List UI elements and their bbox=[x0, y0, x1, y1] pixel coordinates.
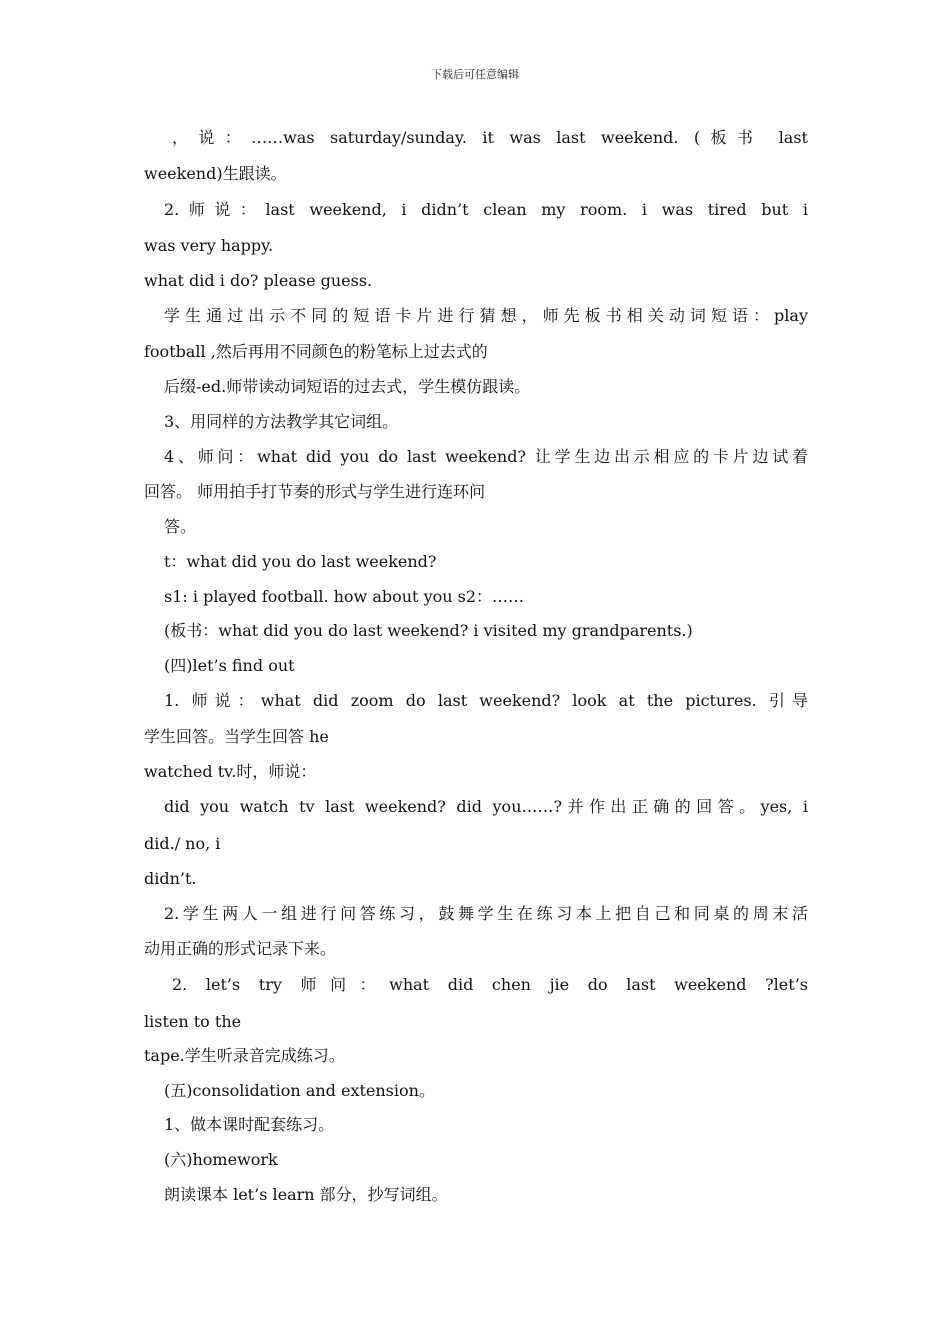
paragraph-line: 2.师说：last weekend, i didn’t clean my room. i was tired but i bbox=[164, 200, 808, 219]
paragraph-line: did you watch tv last weekend? did you……?并作出正确的回答。yes, i bbox=[164, 797, 808, 816]
page-header: 下载后可任意编辑 bbox=[431, 68, 519, 81]
paragraph-line: t：what did you do last weekend? bbox=[164, 552, 437, 571]
paragraph-line: tape.学生听录音完成练习。 bbox=[144, 1046, 345, 1065]
paragraph-line: (板书：what did you do last weekend? i visited my grandparents.) bbox=[164, 621, 693, 640]
paragraph-line: 1、做本课时配套练习。 bbox=[164, 1115, 335, 1134]
paragraph-line: (四)let’s find out bbox=[164, 656, 295, 675]
paragraph-line: s1: i played football. how about you s2：…… bbox=[164, 587, 525, 606]
paragraph-line: 动用正确的形式记录下来。 bbox=[144, 939, 337, 958]
paragraph-line: did./ no, i bbox=[144, 834, 221, 853]
paragraph-line: didn’t. bbox=[144, 869, 197, 888]
paragraph-line: 2. let’s try 师问：what did chen jie do last weekend ?let’s bbox=[172, 975, 808, 994]
paragraph-line: 回答。 师用拍手打节奏的形式与学生进行连环问 bbox=[144, 482, 486, 501]
paragraph-line: 学生通过出示不同的短语卡片进行猜想，师先板书相关动词短语：play bbox=[164, 306, 808, 325]
paragraph-line: ，说：……was saturday/sunday. it was last weekend. (板书 last bbox=[172, 128, 808, 147]
paragraph-line: football ,然后再用不同颜色的粉笔标上过去式的 bbox=[144, 342, 488, 361]
paragraph-line: what did i do? please guess. bbox=[144, 271, 373, 290]
paragraph-line: 4、师问：what did you do last weekend? 让学生边出示相应的卡片边试着 bbox=[164, 447, 808, 466]
paragraph-line: (六)homework bbox=[164, 1150, 278, 1169]
paragraph-line: 2.学生两人一组进行问答练习，鼓舞学生在练习本上把自己和同桌的周末活 bbox=[164, 904, 808, 923]
paragraph-line: (五)consolidation and extension。 bbox=[164, 1081, 435, 1100]
paragraph-line: 学生回答。当学生回答 he bbox=[144, 727, 329, 746]
paragraph-line: 朗读课本 let’s learn 部分，抄写词组。 bbox=[164, 1185, 448, 1204]
paragraph-line: 答。 bbox=[164, 517, 197, 536]
paragraph-line: was very happy. bbox=[144, 236, 274, 255]
paragraph-line: weekend)生跟读。 bbox=[144, 164, 287, 183]
paragraph-line: listen to the bbox=[144, 1012, 242, 1031]
paragraph-line: watched tv.时，师说： bbox=[144, 762, 317, 781]
paragraph-line: 3、用同样的方法教学其它词组。 bbox=[164, 412, 399, 431]
paragraph-line: 后缀-ed.师带读动词短语的过去式，学生模仿跟读。 bbox=[164, 377, 531, 396]
paragraph-line: 1. 师说：what did zoom do last weekend? look at the pictures. 引导 bbox=[164, 691, 808, 710]
